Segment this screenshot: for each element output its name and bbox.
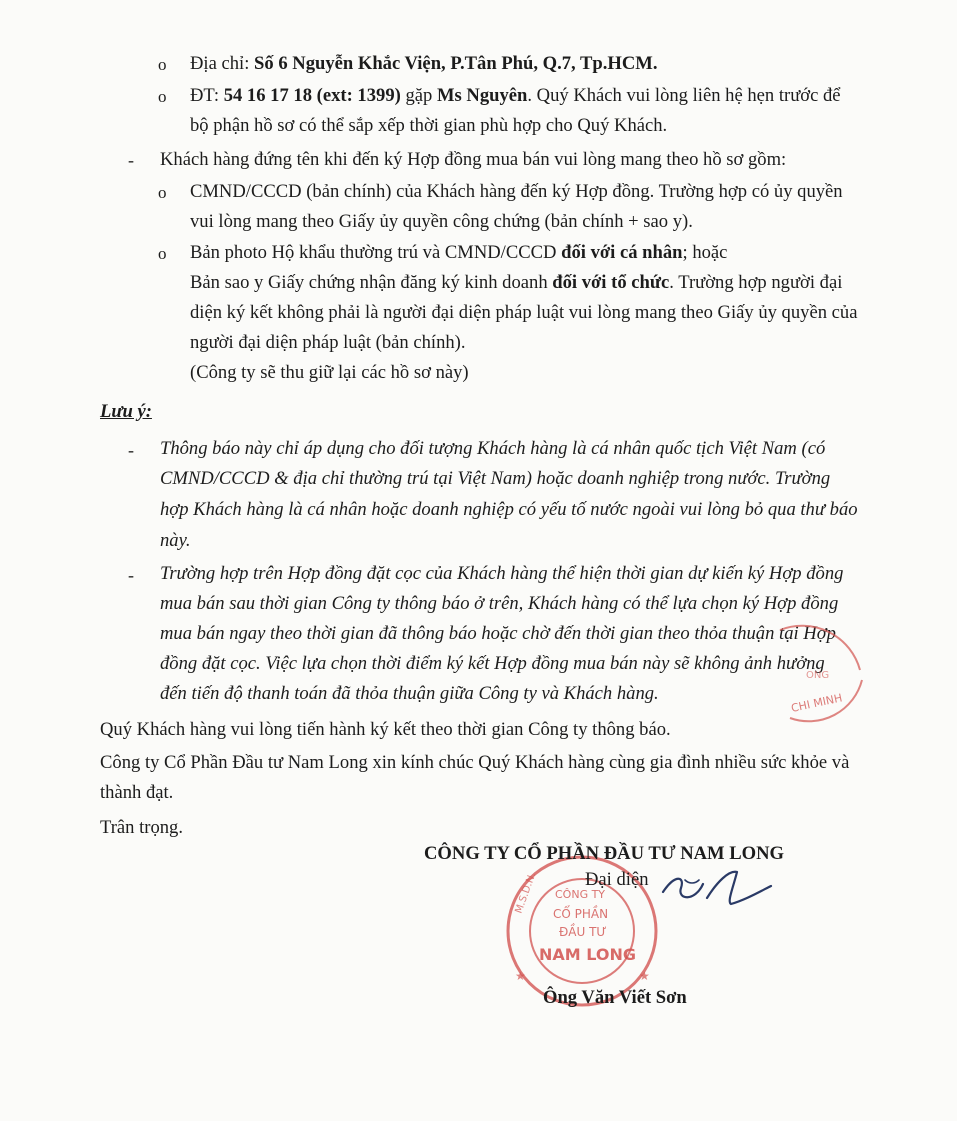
signatory-company: CÔNG TY CỔ PHẦN ĐẦU TƯ NAM LONG [424,843,784,864]
note-p2-line2: mua bán sau thời gian Công ty thông báo ở trên, Khách hàng có thể lựa chọn ký Hợp đồng [160,593,839,614]
note-p1-line2: CMND/CCCD & địa chỉ thường trú tại Việt Nam) hoặc doanh nghiệp trong nước. Trường [160,468,831,489]
circle-bullet-icon: o [158,87,167,106]
handwritten-signature-icon [655,862,775,922]
partial-stamp-icon [770,610,870,730]
note-p2-line3: mua bán ngay theo thời gian đã thông báo hoặc chờ đến thời gian theo thỏa thuận tại Hợp [160,623,836,644]
dash-bullet-icon: - [128,440,134,460]
closing-line1: Quý Khách hàng vui lòng tiến hành ký kết theo thời gian Công ty thông báo. [100,719,671,740]
seal-mid1-text: CỔ PHẦN [553,907,609,921]
dash-bullet-icon: - [128,565,134,585]
note-p2-line1: Trường hợp trên Hợp đồng đặt cọc của Khách hàng thể hiện thời gian dự kiến ký Hợp đồng [160,563,844,584]
documents-intro: Khách hàng đứng tên khi đến ký Hợp đồng mua bán vui lòng mang theo hồ sơ gồm: [160,149,787,170]
doc-item1-line1: CMND/CCCD (bản chính) của Khách hàng đến ký Hợp đồng. Trường hợp có ủy quyền [190,181,843,202]
circle-bullet-icon: o [158,244,167,263]
svg-text:★: ★ [639,969,650,983]
doc-item2-line3: diện ký kết không phải là người đại diện pháp luật vui lòng mang theo Giấy ủy quyền của [190,302,858,323]
svg-text:M.S.D.N.: M.S.D.N. [513,870,539,916]
note-heading: Lưu ý: [100,401,152,422]
svg-text:★: ★ [515,969,526,983]
circle-bullet-icon: o [158,55,167,74]
svg-text:CHI MINH: CHI MINH [789,691,844,715]
doc-item1-line2: vui lòng mang theo Giấy ủy quyền công chứng (bản chính + sao y). [190,211,693,232]
doc-item2-line5: (Công ty sẽ thu giữ lại các hồ sơ này) [190,362,469,383]
seal-mid2-text: ĐẦU TƯ [559,925,607,939]
closing-line3: thành đạt. [100,782,174,803]
phone-line-2: bộ phận hồ sơ có thể sắp xếp thời gian phù hợp cho Quý Khách. [190,115,668,136]
doc-item2-line2: Bản sao y Giấy chứng nhận đăng ký kinh doanh đối với tổ chức. Trường hợp người đại [190,272,843,293]
note-p2-line4: đồng đặt cọc. Việc lựa chọn thời điểm ký kết Hợp đồng mua bán này sẽ không ảnh hưởng [160,653,825,674]
seal-name-text: NAM LONG [539,945,637,964]
dash-bullet-icon: - [128,150,134,170]
phone-line: ĐT: 54 16 17 18 (ext: 1399) gặp Ms Nguyên. Quý Khách vui lòng liên hệ hẹn trước để [190,85,841,106]
address-line: Địa chỉ: Số 6 Nguyễn Khắc Viện, P.Tân Phú, Q.7, Tp.HCM. [190,53,658,74]
signatory-name: Ông Văn Viết Sơn [543,987,687,1008]
note-p1-line3: hợp Khách hàng là cá nhân hoặc doanh nghiệp có yếu tố nước ngoài vui lòng bỏ qua thư báo [160,499,858,520]
closing-line2: Công ty Cổ Phần Đầu tư Nam Long xin kính chúc Quý Khách hàng cùng gia đình nhiều sức khỏe và [100,752,850,773]
note-p1-line1: Thông báo này chỉ áp dụng cho đối tượng Khách hàng là cá nhân quốc tịch Việt Nam (có [160,438,826,459]
doc-item2-line4: người đại diện pháp luật (bản chính). [190,332,466,353]
regards-text: Trân trọng. [100,817,183,838]
signatory-role: Đại diện [585,869,649,890]
seal-top-text: CÔNG TY [555,888,606,901]
doc-item2-line1: Bản photo Hộ khẩu thường trú và CMND/CCCD đối với cá nhân; hoặc [190,242,728,263]
note-p2-line5: đến tiến độ thanh toán đã thỏa thuận giữa Công ty và Khách hàng. [160,683,659,704]
circle-bullet-icon: o [158,183,167,202]
note-p1-line4: này. [160,530,191,551]
svg-text:ONG: ONG [806,670,830,681]
